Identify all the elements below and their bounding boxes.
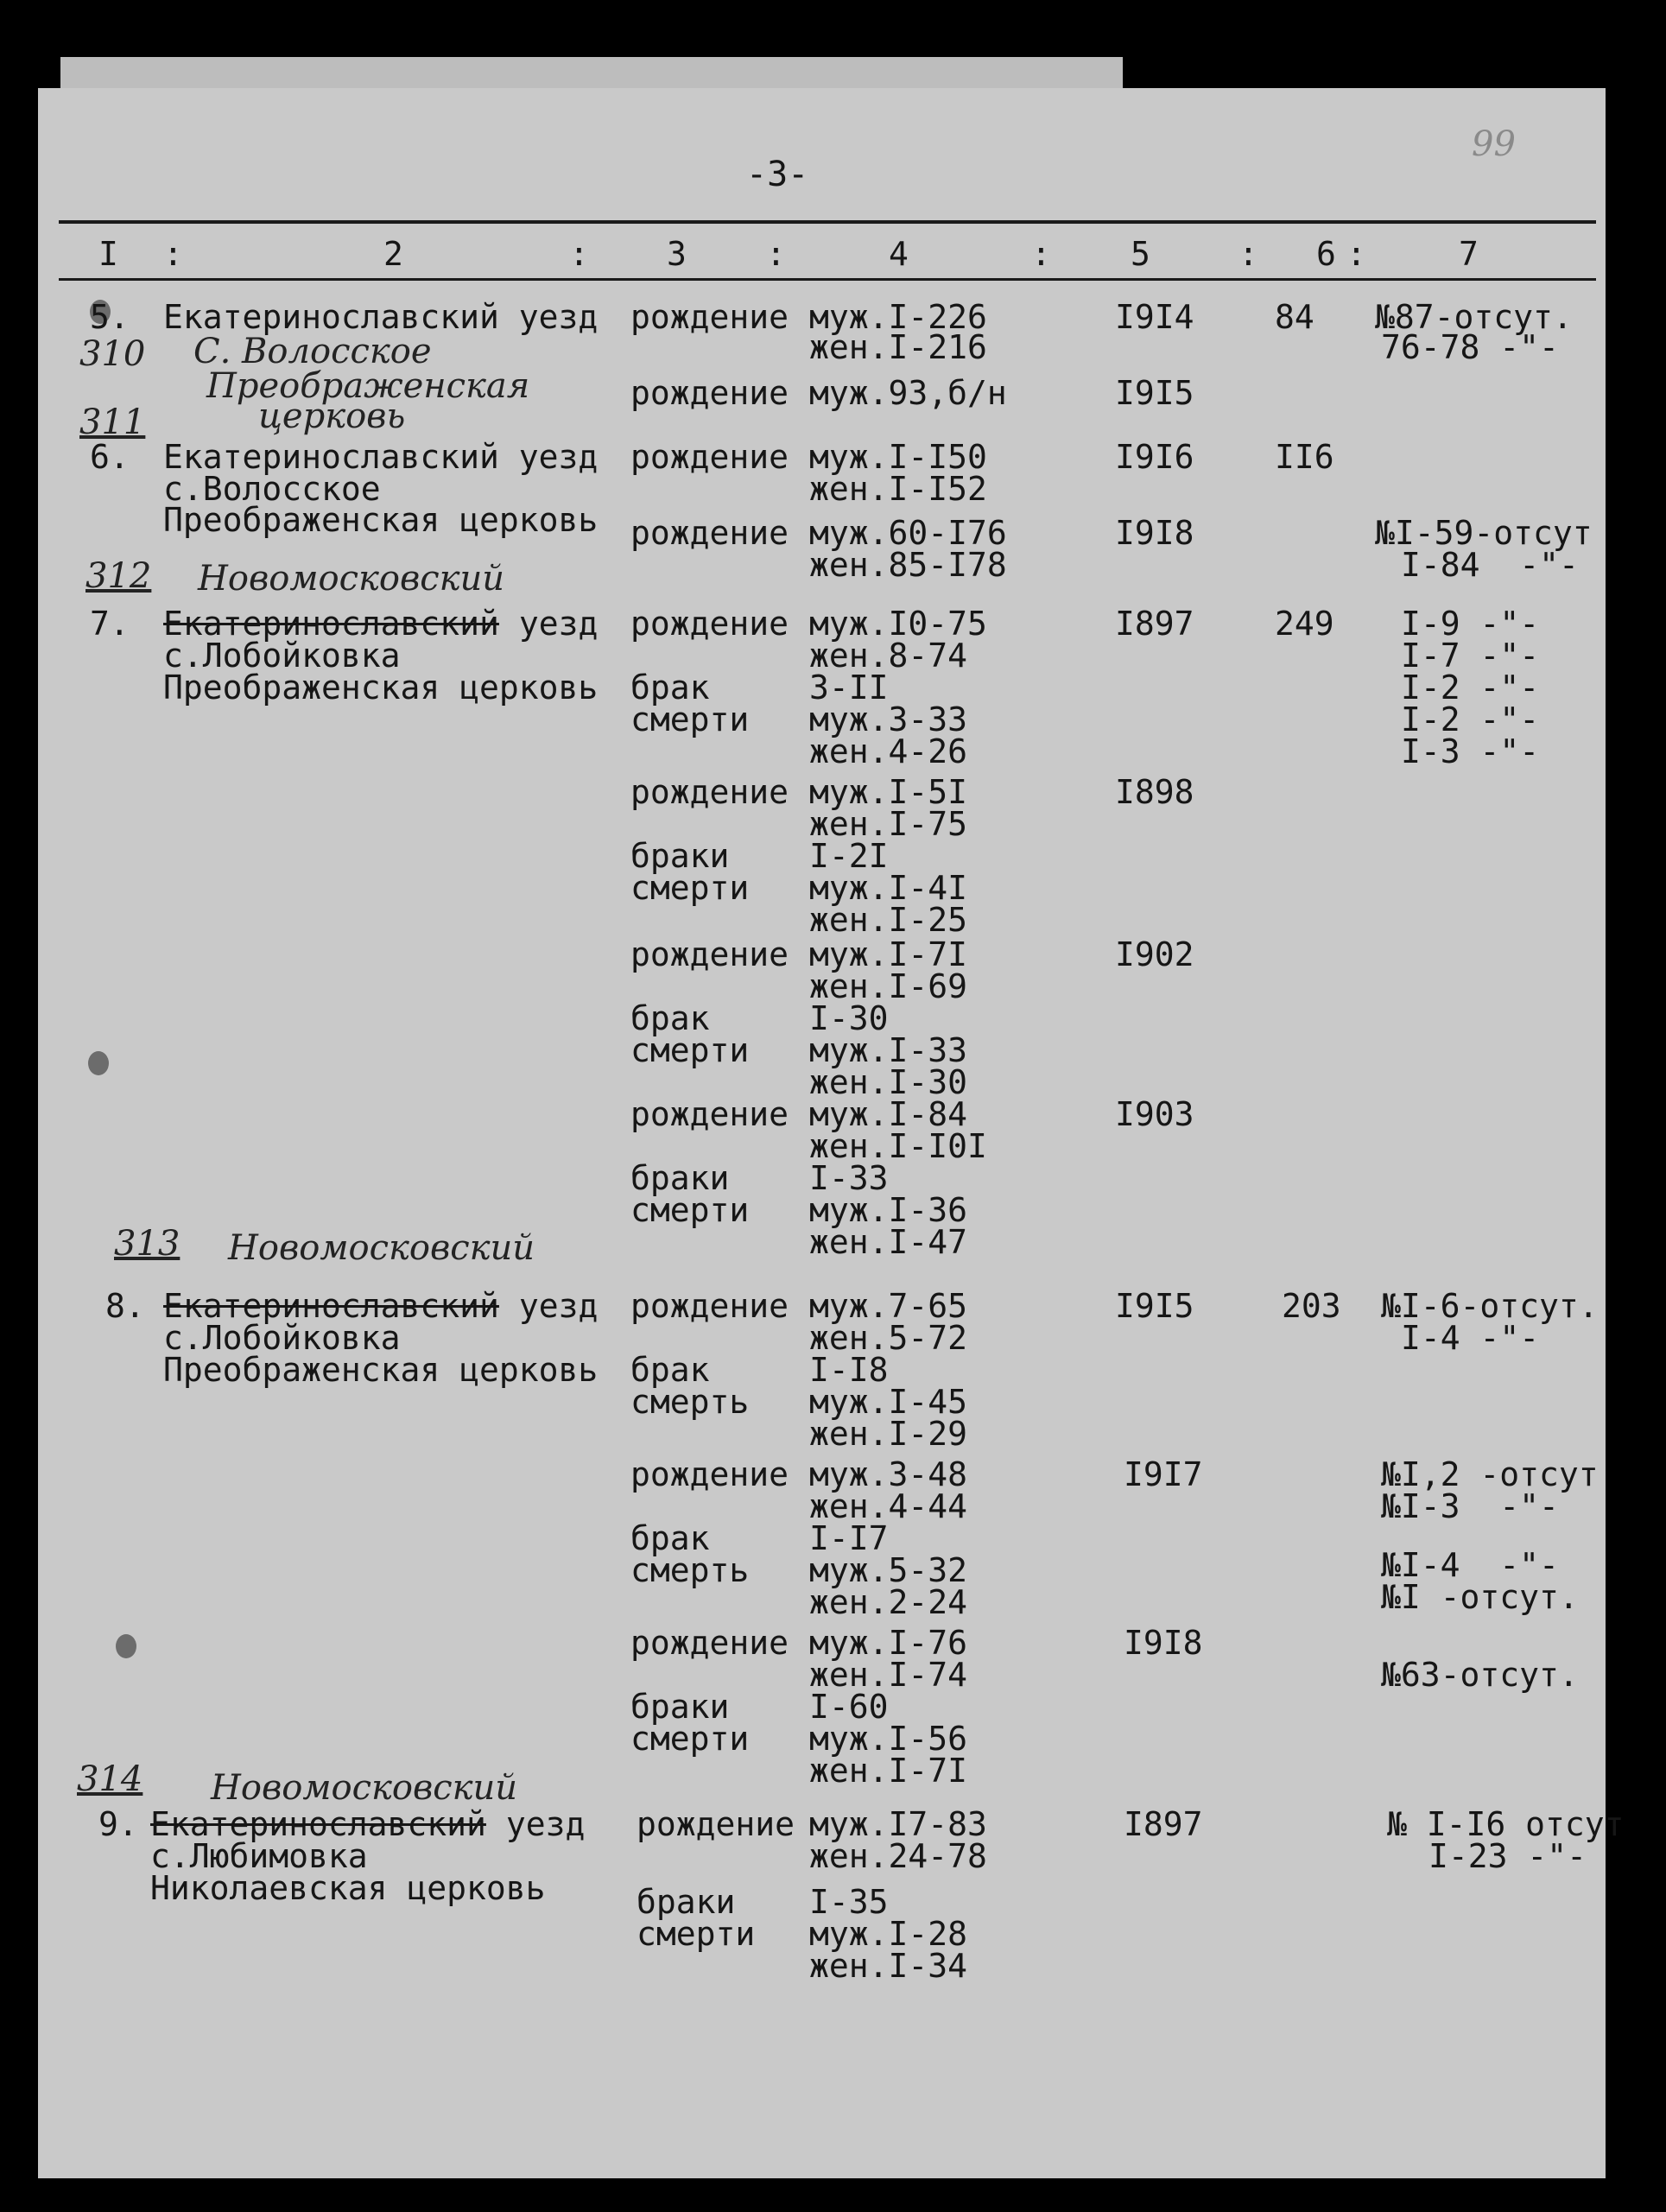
hw-number-312: 312 [86,556,152,596]
row-number: 9. [98,1805,138,1843]
village-name: с.Любимовка [150,1837,368,1875]
col-sep-6: : [1346,235,1366,273]
church-name: Преображенская церковь [163,1351,599,1389]
year: I9I8 [1124,1624,1203,1662]
col-header-1: I [98,235,118,273]
record-type-death: смерти [630,700,750,738]
marriage-count: I-I8 [809,1351,889,1389]
note: №I-3 -"- [1381,1487,1559,1525]
record-type: рождение [630,1624,789,1662]
marriage-count: 3-II [809,669,889,707]
death-female-count: жен.I-34 [809,1947,968,1985]
female-count: жен.8-74 [809,637,968,675]
year: I903 [1115,1095,1194,1133]
male-count: муж.I7-83 [809,1805,987,1843]
record-type: рождение [630,514,789,552]
male-count: муж.I-226 [809,298,987,336]
death-female-count: жен.I-7I [809,1752,968,1790]
year: I9I5 [1115,1287,1194,1325]
male-count: муж.3-48 [809,1455,968,1493]
count: 249 [1275,605,1334,643]
col-sep-2: : [569,235,589,273]
church-name: Преображенская церковь [163,501,599,539]
year: I9I4 [1115,298,1194,336]
male-count: муж.7-65 [809,1287,968,1325]
male-count: муж.I-7I [809,935,968,973]
record-type-death: смерти [630,869,750,907]
col-header-4: 4 [889,235,909,273]
hw-uezd-novomoskovsky-1: Новомосковский [198,559,505,599]
col-sep-5: : [1238,235,1258,273]
row-number: 7. [90,605,130,643]
col-sep-4: : [1031,235,1051,273]
uezd-word: уезд [498,605,599,643]
col-header-5: 5 [1131,235,1150,273]
record-type: рождение [630,1095,789,1133]
record-type-marriage: брак [630,669,710,707]
year: I9I8 [1115,514,1194,552]
female-count: жен.85-I78 [809,546,1007,584]
record-type: рождение [630,605,789,643]
male-count: муж.I-76 [809,1624,968,1662]
note: №I,2 -отсут [1381,1455,1599,1493]
note: №I-59-отсут [1375,514,1593,552]
record-type-marriage: брак [630,1519,710,1557]
year: I9I7 [1124,1455,1203,1493]
female-count: жен.I-69 [809,967,968,1005]
hw-uezd-novomoskovsky-3: Новомосковский [211,1768,518,1808]
note: №I -отсут. [1381,1578,1579,1616]
hw-number-310: 310 [79,334,146,374]
uezd-name [163,1289,598,1323]
marriage-count: I-I7 [809,1519,889,1557]
hw-church-name: Преображенская [206,366,530,406]
record-type: рождение [630,438,789,476]
death-male-count: муж.I-33 [809,1031,968,1069]
col-header-7: 7 [1459,235,1479,273]
hw-number-311: 311 [79,402,146,442]
female-count: жен.I-74 [809,1656,968,1694]
female-count: жен.I-216 [809,328,987,366]
note: №I-4 -"- [1381,1546,1559,1584]
note: 76-78 -"- [1381,328,1559,366]
female-count: жен.4-44 [809,1487,968,1525]
record-type-marriage: браки [637,1883,736,1921]
col-header-6: 6 [1316,235,1336,273]
record-type-marriage: брак [630,1351,710,1389]
marriage-count: I-33 [809,1159,889,1197]
row-number: 5. [90,298,130,336]
death-female-count: жен.2-24 [809,1583,968,1621]
male-count: муж.I0-75 [809,605,987,643]
hw-uezd-novomoskovsky-2: Новомосковский [228,1228,535,1268]
record-type-death: смерти [630,1031,750,1069]
row-number: 6. [90,438,130,476]
note: I-9 -"- [1401,605,1540,643]
year: I902 [1115,935,1194,973]
death-male-count: муж.I-28 [809,1915,968,1953]
count: 84 [1275,298,1314,336]
record-type: рождение [630,935,789,973]
uezd-name: Екатеринославский уезд [163,298,599,336]
col-sep-1: : [163,235,183,273]
female-count: жен.24-78 [809,1837,987,1875]
note: I-4 -"- [1401,1319,1540,1357]
record-type-marriage: браки [630,1688,730,1726]
church-name: Преображенская церковь [163,669,599,707]
female-count: жен.I-I52 [809,470,987,508]
death-male-count: муж.I-36 [809,1191,968,1229]
male-count: муж.I-5I [809,773,968,811]
note: I-7 -"- [1401,637,1540,675]
uezd-word: уезд [485,1805,586,1843]
note: №87-отсут. [1375,298,1573,336]
record-type-death: смерти [630,1191,750,1229]
note: I-3 -"- [1401,732,1540,770]
male-count: муж.93,б/н [809,374,1007,412]
count: II6 [1275,438,1334,476]
death-male-count: муж.5-32 [809,1551,968,1589]
death-male-count: муж.3-33 [809,700,968,738]
record-type-death: смерть [630,1551,750,1589]
marriage-count: I-30 [809,999,889,1037]
marriage-count: I-60 [809,1688,889,1726]
note: I-2 -"- [1401,700,1540,738]
male-count: муж.I-I50 [809,438,987,476]
death-female-count: жен.I-30 [809,1063,968,1101]
village-name: с.Волосское [163,470,381,508]
count: 203 [1282,1287,1341,1325]
page-number: -3- [746,155,809,194]
record-type-death: смерти [630,1720,750,1758]
hw-number-314: 314 [77,1759,143,1799]
marriage-count: I-35 [809,1883,889,1921]
punch-hole [116,1634,136,1658]
year: I9I5 [1115,374,1194,412]
hw-church-word: церковь [258,396,406,436]
year: I898 [1115,773,1194,811]
record-type-marriage: браки [630,837,730,875]
uezd-name [163,606,598,641]
record-type: рождение [630,298,789,336]
uezd-name [150,1807,585,1841]
punch-hole [88,1051,109,1075]
female-count: жен.I-I0I [809,1127,987,1165]
death-female-count: жен.4-26 [809,732,968,770]
year: I897 [1115,605,1194,643]
death-male-count: муж.I-45 [809,1383,968,1421]
record-type: рождение [630,773,789,811]
uezd-name: Екатеринославский уезд [163,438,599,476]
record-type-death: смерть [630,1383,750,1421]
uezd-word: уезд [498,1287,599,1325]
note: I-23 -"- [1428,1837,1587,1875]
page-top-strip [60,57,1123,88]
note: № I-I6 отсут [1387,1805,1625,1843]
female-count: жен.I-75 [809,805,968,843]
hw-village-volosskoe: С. Волосское [193,332,432,371]
uezd-struck: Екатеринославский [163,1287,499,1325]
uezd-struck: Екатеринославский [150,1805,486,1843]
archive-number: 99 [1472,124,1516,164]
record-type: рождение [630,374,789,412]
note: №I-6-отсут. [1381,1287,1599,1325]
village-name: с.Лобойковка [163,637,401,675]
death-female-count: жен.I-47 [809,1223,968,1261]
hw-number-313: 313 [114,1224,181,1264]
record-type-marriage: брак [630,999,710,1037]
female-count: жен.5-72 [809,1319,968,1357]
death-female-count: жен.I-29 [809,1415,968,1453]
year: I897 [1124,1805,1203,1843]
male-count: муж.60-I76 [809,514,1007,552]
col-header-2: 2 [383,235,403,273]
note: I-84 -"- [1401,546,1579,584]
document-page [38,88,1625,2178]
record-type: рождение [637,1805,795,1843]
record-type-marriage: браки [630,1159,730,1197]
col-sep-3: : [766,235,786,273]
note: №63-отсут. [1381,1656,1579,1694]
year: I9I6 [1115,438,1194,476]
uezd-struck: Екатеринославский [163,605,499,643]
record-type-death: смерти [637,1915,756,1953]
male-count: муж.I-84 [809,1095,968,1133]
marriage-count: I-2I [809,837,889,875]
header-rule-top [59,220,1596,224]
row-number: 8. [105,1287,145,1325]
death-male-count: муж.I-4I [809,869,968,907]
record-type: рождение [630,1287,789,1325]
death-female-count: жен.I-25 [809,901,968,939]
village-name: с.Лобойковка [163,1319,401,1357]
death-male-count: муж.I-56 [809,1720,968,1758]
church-name: Николаевская церковь [150,1869,546,1907]
header-rule-bottom [59,278,1596,281]
note: I-2 -"- [1401,669,1540,707]
record-type: рождение [630,1455,789,1493]
col-header-3: 3 [667,235,687,273]
